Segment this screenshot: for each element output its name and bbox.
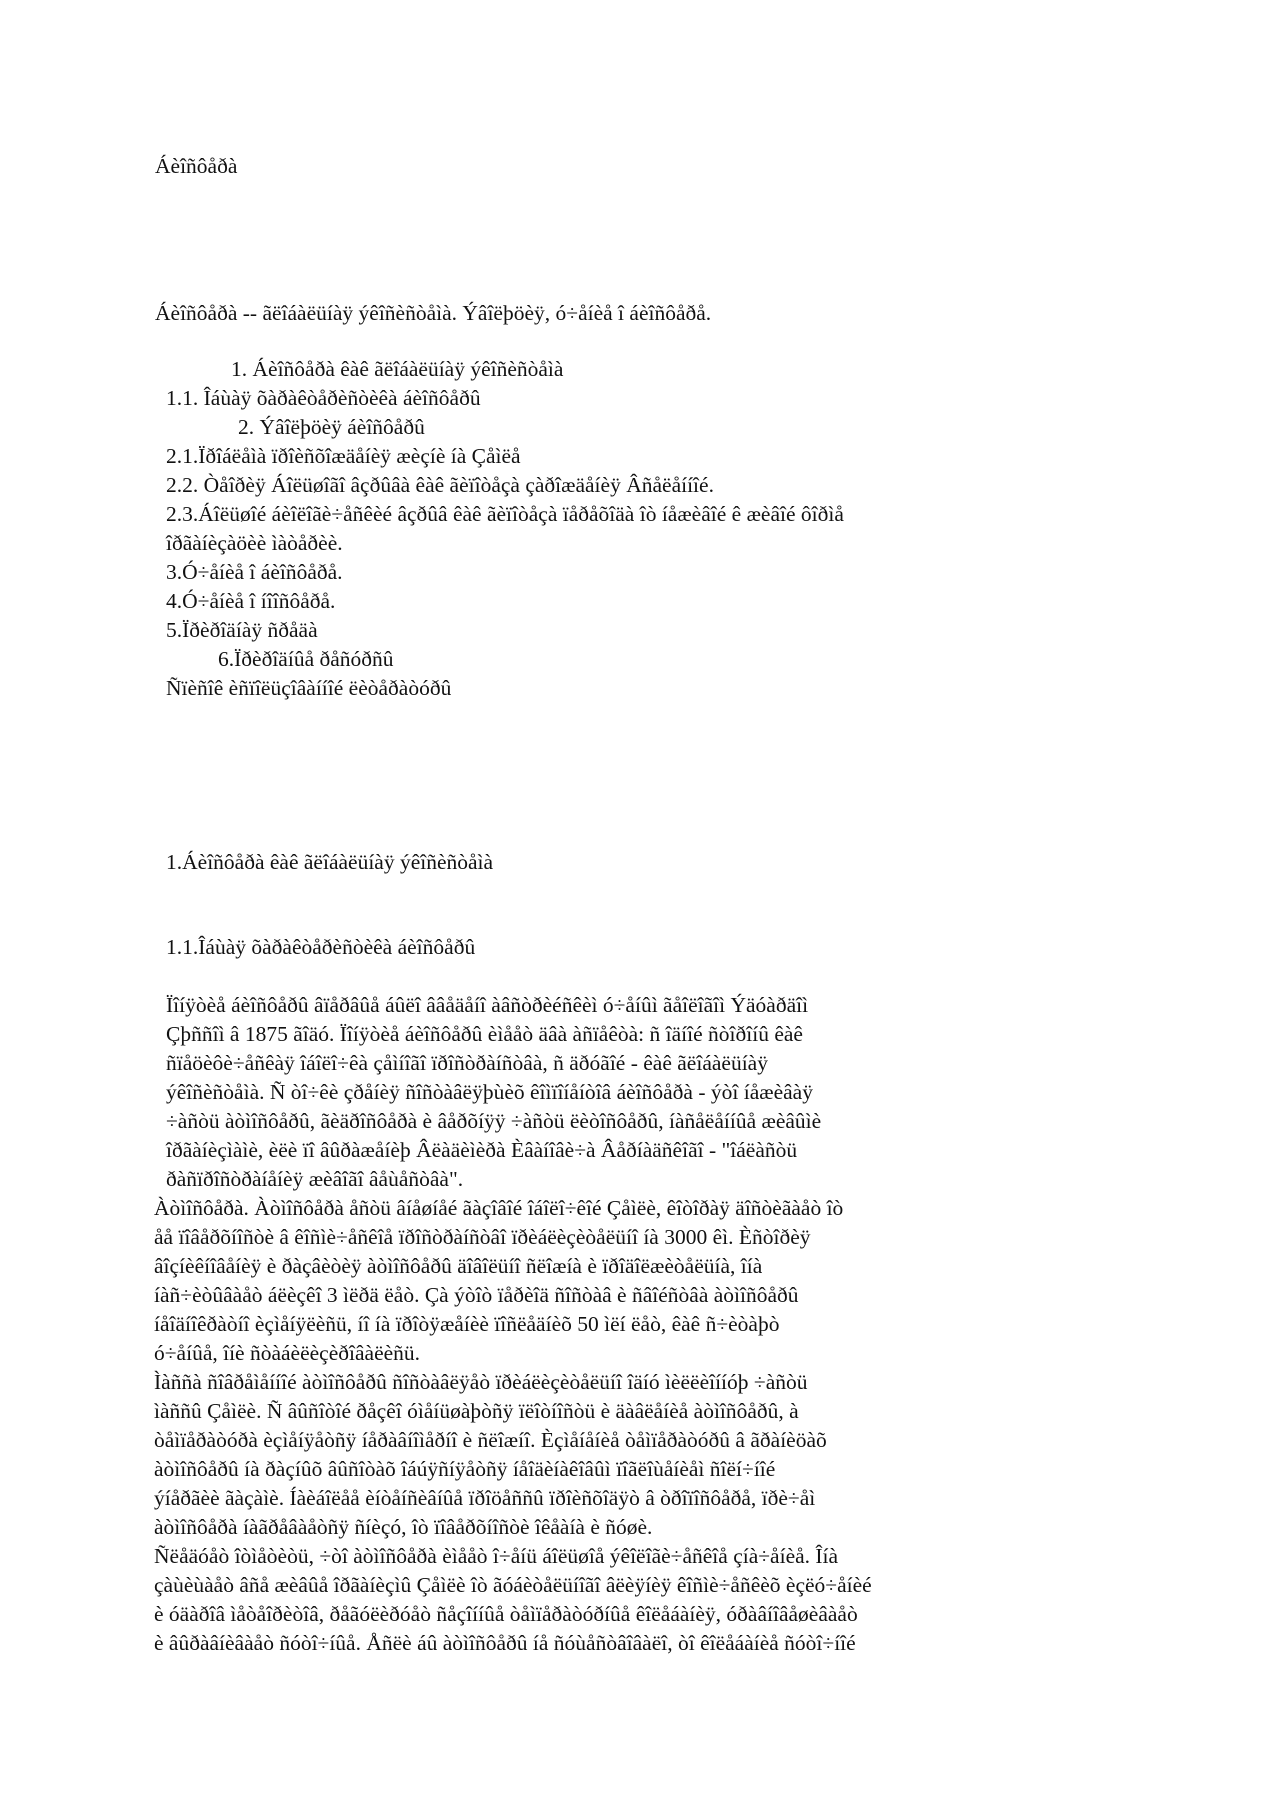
body-line: àòìîñôåðû íà ðàçíûõ âûñîòàõ îáúÿñíÿåòñÿ íåîäèíàêîâûì ïîãëîùåíèåì ñîëí÷íîé	[154, 1457, 776, 1481]
body-line: ó÷åíûå, îíè ñòàáèëèçèðîâàëèñü.	[154, 1341, 421, 1365]
section-heading: 1.Áèîñôåðà êàê ãëîáàëüíàÿ ýêîñèñòåìà	[166, 850, 494, 874]
toc-item: 1.1. Îáùàÿ õàðàêòåðèñòèêà áèîñôåðû	[166, 386, 481, 410]
body-line: Ïîíÿòèå áèîñôåðû âïåðâûå áûëî ââåäåíî àâñòðèéñêèì ó÷åíûì ãåîëîãîì Ýäóàðäîì	[166, 993, 809, 1017]
toc-item: 3.Ó÷åíèå î áèîñôåðå.	[166, 560, 343, 584]
body-line: Ñëåäóåò îòìåòèòü, ÷òî àòìîñôåðà èìååò î÷åíü áîëüøîå ýêîëîãè÷åñêîå çíà÷åíèå. Îíà	[154, 1544, 839, 1568]
toc-item: 1. Áèîñôåðà êàê ãëîáàëüíàÿ ýêîñèñòåìà	[231, 357, 564, 381]
body-line: Çþññîì â 1875 ãîäó. Ïîíÿòèå áèîñôåðû èìååò äâà àñïåêòà: ñ îäíîé ñòîðîíû êàê	[166, 1022, 803, 1046]
body-line: îðãàíèçìàìè, èëè ïî âûðàæåíèþ Âëàäèìèðà Èâàíîâè÷à Âåðíàäñêîãî - "îáëàñòü	[166, 1138, 798, 1162]
toc-item: 6.Ïðèðîäíûå ðåñóðñû	[218, 647, 394, 671]
document-subtitle: Áèîñôåðà -- ãëîáàëüíàÿ ýêîñèñòåìà. Ýâîëþöèÿ, ó÷åíèå î áèîñôåðå.	[155, 301, 712, 325]
toc-item: 2.2. Òåîðèÿ Áîëüøîãî âçðûâà êàê ãèïîòåçà çàðîæäåíèÿ Âñåëåííîé.	[166, 473, 714, 497]
subsection-heading: 1.1.Îáùàÿ õàðàêòåðèñòèêà áèîñôåðû	[166, 935, 476, 959]
body-text	[154, 991, 1034, 1658]
body-line: òåìïåðàòóðà èçìåíÿåòñÿ íåðàâíîìåðíî è ñëîæíî. Èçìåíåíèå òåìïåðàòóðû â ãðàíèöàõ	[154, 1428, 827, 1452]
body-line: ñïåöèôè÷åñêàÿ îáîëî÷êà çåìíîãî ïðîñòðàíñòâà, ñ äðóãîé - êàê ãëîáàëüíàÿ	[166, 1051, 768, 1075]
body-line: ìàññû Çåìëè. Ñ âûñîòîé ðåçêî óìåíüøàþòñÿ ïëîòíîñòü è äàâëåíèå àòìîñôåðû, à	[154, 1399, 799, 1423]
document-title: Áèîñôåðà	[155, 154, 238, 178]
body-line: íåîäíîêðàòíî èçìåíÿëèñü, íî íà ïðîòÿæåíèè ïîñëåäíèõ 50 ìëí ëåò, êàê ñ÷èòàþò	[154, 1312, 780, 1336]
toc-item: 2.3.Áîëüøîé áèîëîãè÷åñêèé âçðûâ êàê ãèïîòåçà ïåðåõîäà îò íåæèâîé ê æèâîé ôîðìå	[166, 502, 844, 526]
body-line: ðàñïðîñòðàíåíèÿ æèâîãî âåùåñòâà".	[166, 1167, 464, 1191]
table-of-contents	[166, 355, 844, 703]
body-line: è óäàðîâ ìåòåîðèòîâ, ðåãóëèðóåò ñåçîííûå òåìïåðàòóðíûå êîëåáàíèÿ, óðàâíîâåøèâàåò	[154, 1602, 858, 1626]
body-line: Ìàññà ñîâðåìåííîé àòìîñôåðû ñîñòàâëÿåò ïðèáëèçèòåëüíî îäíó ìèëëèîííóþ ÷àñòü	[154, 1370, 808, 1394]
body-line: íàñ÷èòûâàåò áëèçêî 3 ìëðä ëåò. Çà ýòîò ïåðèîä ñîñòàâ è ñâîéñòâà àòìîñôåðû	[154, 1283, 799, 1307]
body-line: àòìîñôåðà íàãðåâàåòñÿ ñíèçó, îò ïîâåðõíîñòè îêåàíà è ñóøè.	[154, 1515, 653, 1539]
body-line: ýêîñèñòåìà. Ñ òî÷êè çðåíèÿ ñîñòàâëÿþùèõ êîìïîíåíòîâ áèîñôåðà - ýòî íåæèâàÿ	[166, 1080, 813, 1104]
body-line: çàùèùàåò âñå æèâûå îðãàíèçìû Çåìëè îò ãóáèòåëüíîãî âëèÿíèÿ êîñìè÷åñêèõ èçëó÷åíèé	[154, 1573, 872, 1597]
toc-item: 2.1.Ïðîáëåìà ïðîèñõîæäåíèÿ æèçíè íà Çåìëå	[166, 444, 521, 468]
body-line: åå ïîâåðõíîñòè â êîñìè÷åñêîå ïðîñòðàíñòâî ïðèáëèçèòåëüíî íà 3000 êì. Èñòîðèÿ	[154, 1225, 811, 1249]
body-line: ýíåðãèè ãàçàìè. Íàèáîëåå èíòåíñèâíûå ïðîöåññû ïðîèñõîäÿò â òðîïîñôåðå, ïðè÷åì	[154, 1486, 816, 1510]
toc-item: 5.Ïðèðîäíàÿ ñðåäà	[166, 618, 318, 642]
toc-item: Ñïèñîê èñïîëüçîâàííîé ëèòåðàòóðû	[166, 676, 452, 700]
toc-item: îðãàíèçàöèè ìàòåðèè.	[166, 531, 343, 555]
toc-item: 4.Ó÷åíèå î íîîñôåðå.	[166, 589, 336, 613]
body-line: âîçíèêíîâåíèÿ è ðàçâèòèÿ àòìîñôåðû äîâîëüíî ñëîæíà è ïðîäîëæèòåëüíà, îíà	[154, 1254, 763, 1278]
body-line: ÷àñòü àòìîñôåðû, ãèäðîñôåðà è âåðõíÿÿ ÷àñòü ëèòîñôåðû, íàñåëåííûå æèâûìè	[166, 1109, 822, 1133]
toc-item: 2. Ýâîëþöèÿ áèîñôåðû	[238, 415, 425, 439]
body-line: è âûðàâíèâàåò ñóòî÷íûå. Åñëè áû àòìîñôåðû íå ñóùåñòâîâàëî, òî êîëåáàíèå ñóòî÷íîé	[154, 1631, 856, 1655]
body-line: Àòìîñôåðà. Àòìîñôåðà åñòü âíåøíåé ãàçîâîé îáîëî÷êîé Çåìëè, êîòîðàÿ äîñòèãàåò îò	[154, 1196, 844, 1220]
